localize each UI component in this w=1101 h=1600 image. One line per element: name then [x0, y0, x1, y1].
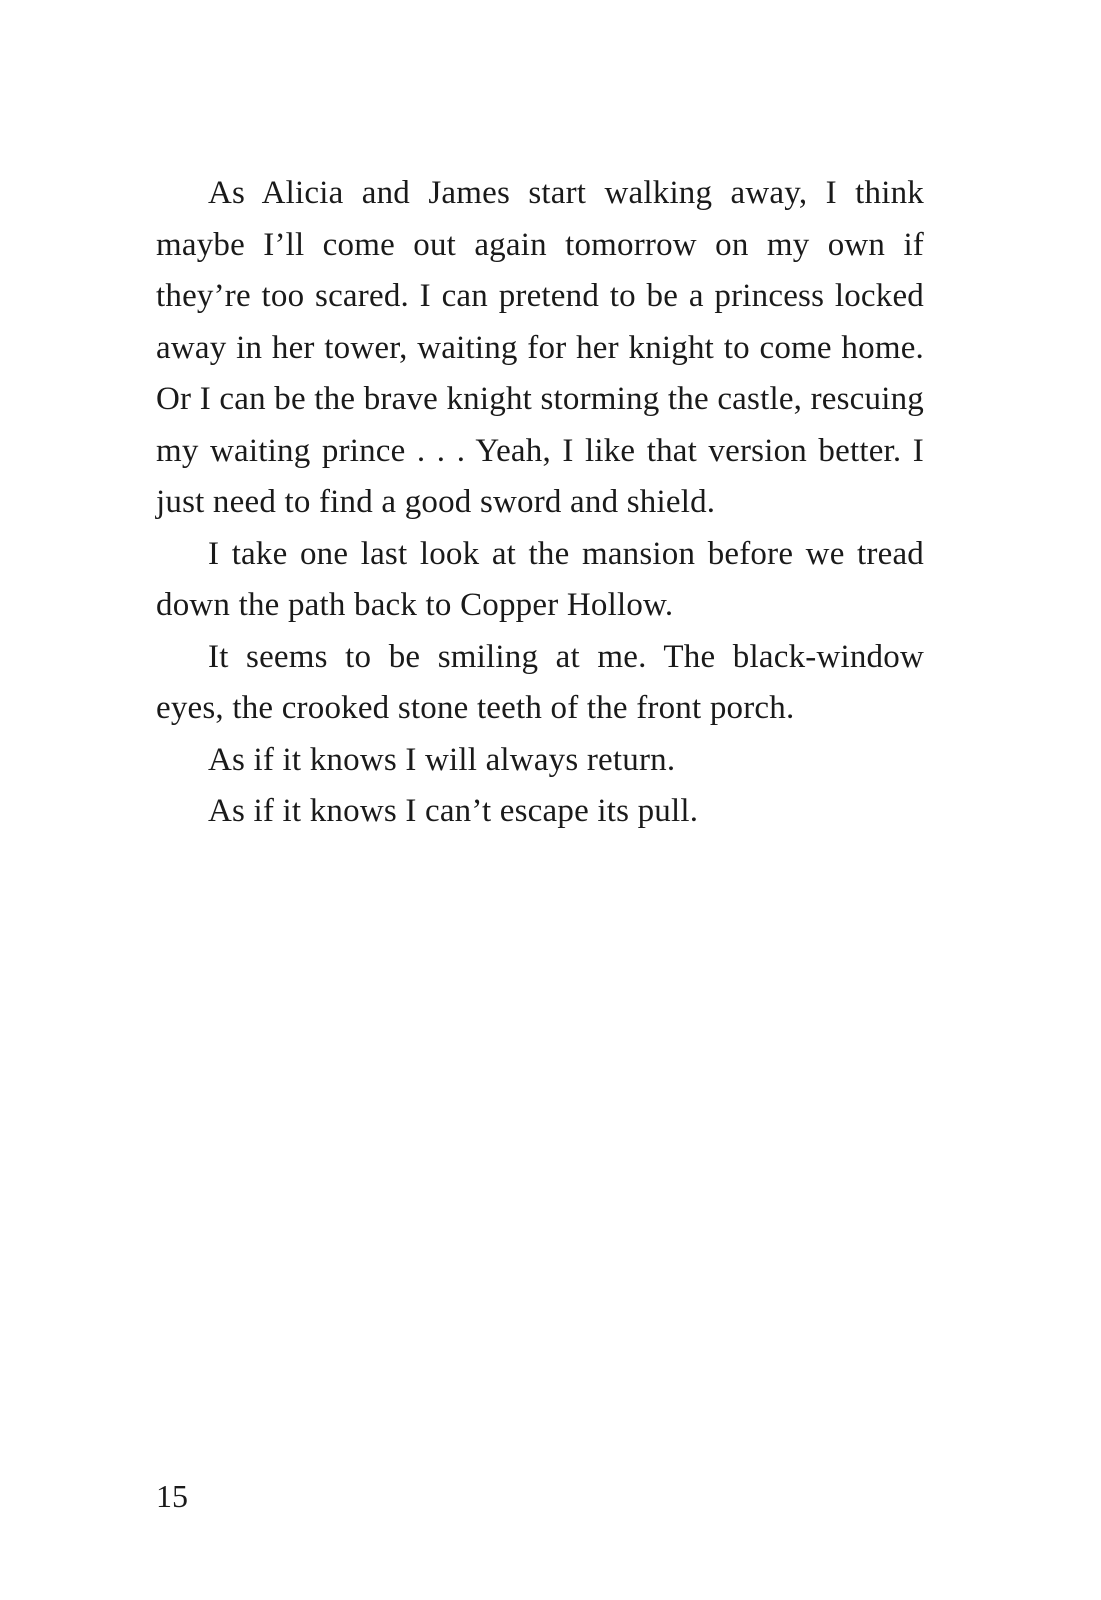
paragraph: As if it knows I can’t escape its pull. [208, 793, 699, 829]
page-number: 15 [156, 1478, 188, 1514]
paragraph: It seems to be smiling at me. The black-window eyes, the crooked stone teeth of the front porch. [156, 638, 924, 726]
paragraph: I take one last look at the mansion before we tread down the path back to Copper Hollow. [156, 535, 924, 623]
paragraph: As Alicia and James start walking away, I think maybe I’ll come out again tomorrow on my own if they’re too scared. I can pretend to be a princess locked away in her tower, waiting for her knight to come home. Or I can be the brave knight storming the castle, rescuing my waiting prince . . . Yeah, I like that version better. I just need to find a good sword and shield. [156, 175, 924, 520]
paragraph: As if it knows I will always return. [208, 741, 676, 778]
page-body-text [156, 168, 924, 838]
